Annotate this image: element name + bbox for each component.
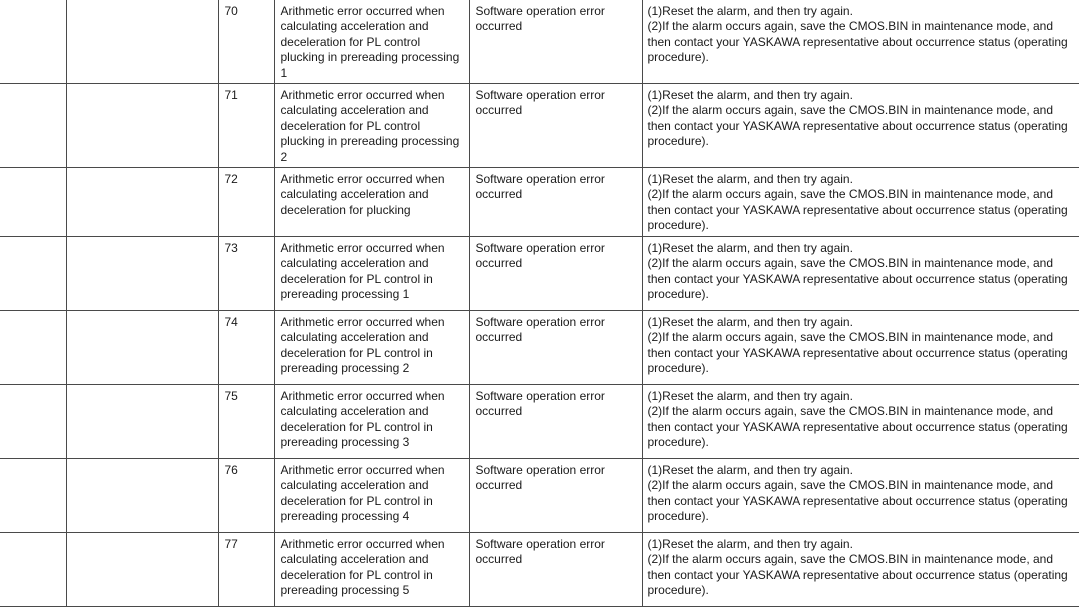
remedy-step-1: (1)Reset the alarm, and then try again. xyxy=(647,88,853,103)
remedy-step-2: (2)If the alarm occurs again, save the CMOS.BIN in maintenance mode, and then contact your YASKAWA representative about occurrence status (operating procedure). xyxy=(647,103,1068,149)
alarm-number-cell xyxy=(0,532,66,606)
remedy-step-1: (1)Reset the alarm, and then try again. xyxy=(647,240,853,255)
cause-cell: Software operation error occurred xyxy=(469,236,642,310)
table-row xyxy=(0,84,1079,168)
sub-code-cell: 75 xyxy=(218,384,274,458)
meaning-cell: Arithmetic error occurred when calculating acceleration and deceleration for PL control in prereading processing 3 xyxy=(274,384,469,458)
meaning-cell: Arithmetic error occurred when calculating acceleration and deceleration for PL control in prereading processing 4 xyxy=(274,458,469,532)
remedy-step-1: (1)Reset the alarm, and then try again. xyxy=(647,314,853,329)
meaning-cell: Arithmetic error occurred when calculating acceleration and deceleration for PL control plucking in prereading processing 1 xyxy=(274,0,469,84)
table-row xyxy=(0,0,1079,84)
alarm-number-cell xyxy=(0,458,66,532)
alarm-name-cell xyxy=(66,236,218,310)
table-row xyxy=(0,168,1079,237)
remedy-step-2: (2)If the alarm occurs again, save the CMOS.BIN in maintenance mode, and then contact your YASKAWA representative about occurrence status (operating procedure). xyxy=(647,478,1068,523)
remedy-step-1: (1)Reset the alarm, and then try again. xyxy=(647,536,853,551)
table-row xyxy=(0,384,1079,458)
alarm-number-cell xyxy=(0,310,66,384)
remedy-step-1: (1)Reset the alarm, and then try again. xyxy=(647,4,853,18)
meaning-cell: Arithmetic error occurred when calculating acceleration and deceleration for PL control in prereading processing 5 xyxy=(274,532,469,606)
alarm-name-cell xyxy=(66,310,218,384)
remedy-step-1: (1)Reset the alarm, and then try again. xyxy=(647,388,853,403)
alarm-name-cell xyxy=(66,84,218,168)
cause-cell: Software operation error occurred xyxy=(469,384,642,458)
remedy-step-2: (2)If the alarm occurs again, save the CMOS.BIN in maintenance mode, and then contact your YASKAWA representative about occurrence status (operating procedure). xyxy=(647,404,1068,449)
alarm-name-cell xyxy=(66,458,218,532)
meaning-cell: Arithmetic error occurred when calculating acceleration and deceleration for PL control in prereading processing 2 xyxy=(274,310,469,384)
cause-cell: Software operation error occurred xyxy=(469,168,642,237)
alarm-number-cell xyxy=(0,384,66,458)
alarm-name-cell xyxy=(66,384,218,458)
remedy-cell xyxy=(642,236,1079,310)
alarm-name-cell xyxy=(66,532,218,606)
table-row xyxy=(0,532,1079,606)
remedy-step-2: (2)If the alarm occurs again, save the CMOS.BIN in maintenance mode, and then contact your YASKAWA representative about occurrence status (operating procedure). xyxy=(647,552,1068,597)
remedy-step-2: (2)If the alarm occurs again, save the CMOS.BIN in maintenance mode, and then contact your YASKAWA representative about occurrence status (operating procedure). xyxy=(647,187,1068,233)
cause-cell: Software operation error occurred xyxy=(469,0,642,84)
alarm-name-cell xyxy=(66,168,218,237)
alarm-name-cell xyxy=(66,0,218,84)
meaning-cell: Arithmetic error occurred when calculating acceleration and deceleration for plucking xyxy=(274,168,469,237)
sub-code-cell: 77 xyxy=(218,532,274,606)
remedy-step-2: (2)If the alarm occurs again, save the CMOS.BIN in maintenance mode, and then contact your YASKAWA representative about occurrence status (operating procedure). xyxy=(647,256,1068,301)
remedy-cell xyxy=(642,0,1079,84)
cause-cell: Software operation error occurred xyxy=(469,310,642,384)
sub-code-cell: 71 xyxy=(218,84,274,168)
alarm-number-cell xyxy=(0,236,66,310)
cause-cell: Software operation error occurred xyxy=(469,84,642,168)
meaning-cell: Arithmetic error occurred when calculating acceleration and deceleration for PL control plucking in prereading processing 2 xyxy=(274,84,469,168)
sub-code-cell: 76 xyxy=(218,458,274,532)
meaning-cell: Arithmetic error occurred when calculating acceleration and deceleration for PL control in prereading processing 1 xyxy=(274,236,469,310)
sub-code-cell: 70 xyxy=(218,0,274,84)
alarm-number-cell xyxy=(0,0,66,84)
alarm-number-cell xyxy=(0,84,66,168)
table-row xyxy=(0,310,1079,384)
alarm-number-cell xyxy=(0,168,66,237)
cause-cell: Software operation error occurred xyxy=(469,532,642,606)
cause-cell: Software operation error occurred xyxy=(469,458,642,532)
remedy-step-2: (2)If the alarm occurs again, save the CMOS.BIN in maintenance mode, and then contact your YASKAWA representative about occurrence status (operating procedure). xyxy=(647,330,1068,375)
sub-code-cell: 74 xyxy=(218,310,274,384)
remedy-cell xyxy=(642,384,1079,458)
sub-code-cell: 73 xyxy=(218,236,274,310)
table-row xyxy=(0,236,1079,310)
remedy-step-1: (1)Reset the alarm, and then try again. xyxy=(647,172,853,187)
remedy-cell xyxy=(642,168,1079,237)
table-row xyxy=(0,458,1079,532)
remedy-cell xyxy=(642,84,1079,168)
remedy-step-1: (1)Reset the alarm, and then try again. xyxy=(647,462,853,477)
remedy-cell xyxy=(642,310,1079,384)
sub-code-cell: 72 xyxy=(218,168,274,237)
remedy-cell xyxy=(642,458,1079,532)
remedy-cell xyxy=(642,532,1079,606)
remedy-step-2: (2)If the alarm occurs again, save the CMOS.BIN in maintenance mode, and then contact your YASKAWA representative about occurrence status (operating procedure). xyxy=(647,19,1068,65)
